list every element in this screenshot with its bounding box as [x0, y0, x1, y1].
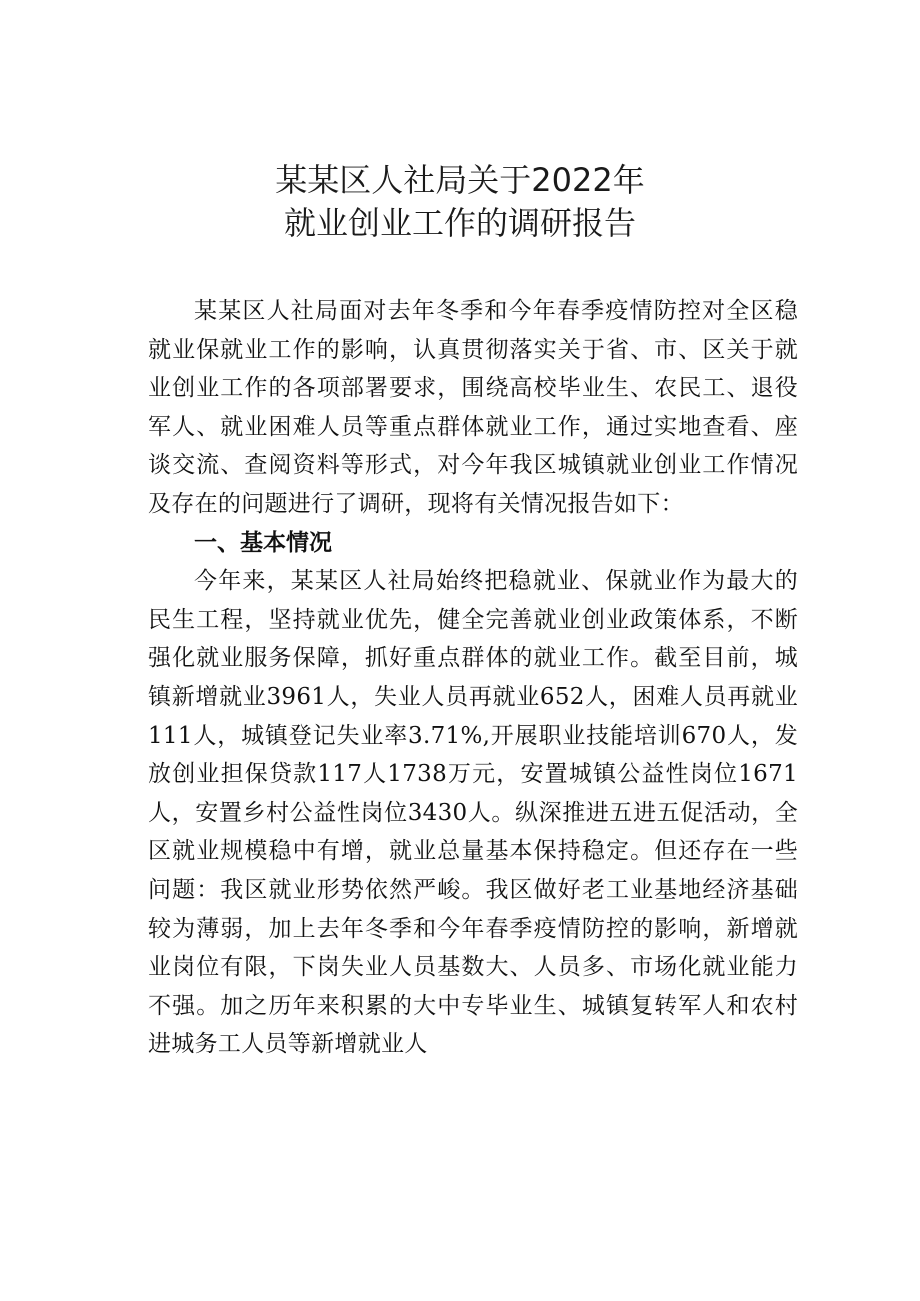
section-paragraph-basic-situation: 今年来，某某区人社局始终把稳就业、保就业作为最大的民生工程，坚持就业优先，健全完善就业创业政策体系，不断强化就业服务保障，抓好重点群体的就业工作。截至目前，城镇新增就业3961人，失业人员再就业652人，困难人员再就业111人，城镇登记失业率3.71%,开展职业技能培训670人，发放创业担保贷款117人1738万元，安置城镇公益性岗位1671人，安置乡村公益性岗位3430人。纵深推进五进五促活动，全区就业规模稳中有增，就业总量基本保持稳定。但还存在一些问题：我区就业形势依然严峻。我区做好老工业基地经济基础较为薄弱，加上去年冬季和今年春季疫情防控的影响，新增就业岗位有限，下岗失业人员基数大、人员多、市场化就业能力不强。加之历年来积累的大中专毕业生、城镇复转军人和农村进城务工人员等新增就业人 — [148, 568, 798, 1058]
intro-paragraph: 某某区人社局面对去年冬季和今年春季疫情防控对全区稳就业保就业工作的影响，认真贯彻落实关于省、市、区关于就业创业工作的各项部署要求，围绕高校毕业生、农民工、退役军人、就业困难人员等重点群体就业工作，通过实地查看、座谈交流、查阅资料等形式，对今年我区城镇就业创业工作情况及存在的问题进行了调研，现将有关情况报告如下： — [148, 298, 798, 517]
section-heading-basic-situation: 一、基本情况 — [194, 529, 332, 556]
document-title-line-2: 就业创业工作的调研报告 — [283, 204, 636, 242]
document-title-line-1: 某某区人社局关于2022年 — [275, 161, 645, 199]
document-body — [148, 292, 798, 1064]
